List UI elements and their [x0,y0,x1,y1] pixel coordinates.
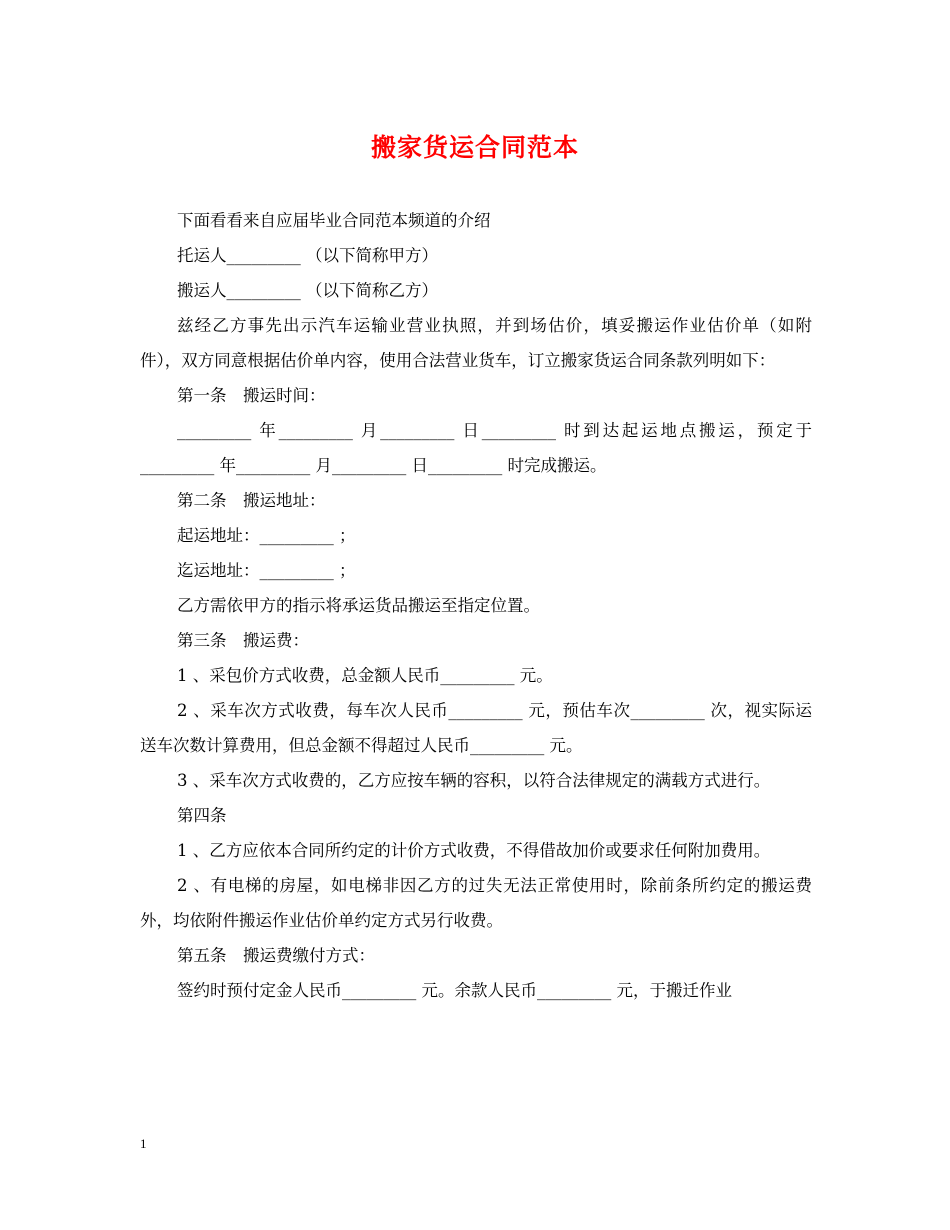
article4-item2: 2 、有电梯的房屋，如电梯非因乙方的过失无法正常使用时，除前条所约定的搬运费外，均依附件搬运作业估价单约定方式另行收费。 [140,876,812,930]
paragraph-intro: 下面看看来自应届毕业合同范本频道的介绍 [177,211,491,230]
document-title: 搬家货运合同范本 [370,133,579,162]
article3-item2: 2 、采车次方式收费，每车次人民币_________ 元，预估车次_________ 次，视实际运送车次数计算费用，但总金额不得超过人民币_________ 元。 [140,701,812,755]
paragraph-carrier: 搬运人_________ （以下简称乙方） [177,281,438,300]
origin-address: 起运地址：_________ ； [177,526,356,545]
destination-address: 迄运地址：_________ ； [177,561,356,580]
paragraph-preamble: 兹经乙方事先出示汽车运输业营业执照，并到场估价，填妥搬运作业估价单（如附件），双方同意根据估价单内容，使用合法营业货车，订立搬家货运合同条款列明如下： [140,316,812,370]
article2-heading: 第二条 搬运地址： [177,491,326,510]
article4-item1: 1 、乙方应依本合同所约定的计价方式收费，不得借故加价或要求任何附加费用。 [177,841,771,860]
article1-heading: 第一条 搬运时间： [177,386,326,405]
article4-heading: 第四条 [177,806,227,825]
page-number: 1 [140,1136,147,1151]
article3-item3: 3 、采车次方式收费的，乙方应按车辆的容积，以符合法律规定的满载方式进行。 [177,771,771,790]
article3-item1: 1 、采包价方式收费，总金额人民币_________ 元。 [177,666,553,685]
document-body [140,203,812,1008]
article5-body: 签约时预付定金人民币_________ 元。余款人民币_________ 元，于搬迁作业 [177,981,732,1000]
article5-heading: 第五条 搬运费缴付方式： [177,946,375,965]
article1-body: _________ 年_________ 月_________ 日_________ 时到达起运地点搬运，预定于_________ 年_________ 月_________ 日_________ 时完成搬运。 [140,421,812,475]
article3-heading: 第三条 搬运费： [177,631,309,650]
article2-note: 乙方需依甲方的指示将承运货品搬运至指定位置。 [177,596,540,615]
paragraph-shipper: 托运人_________ （以下简称甲方） [177,246,438,265]
